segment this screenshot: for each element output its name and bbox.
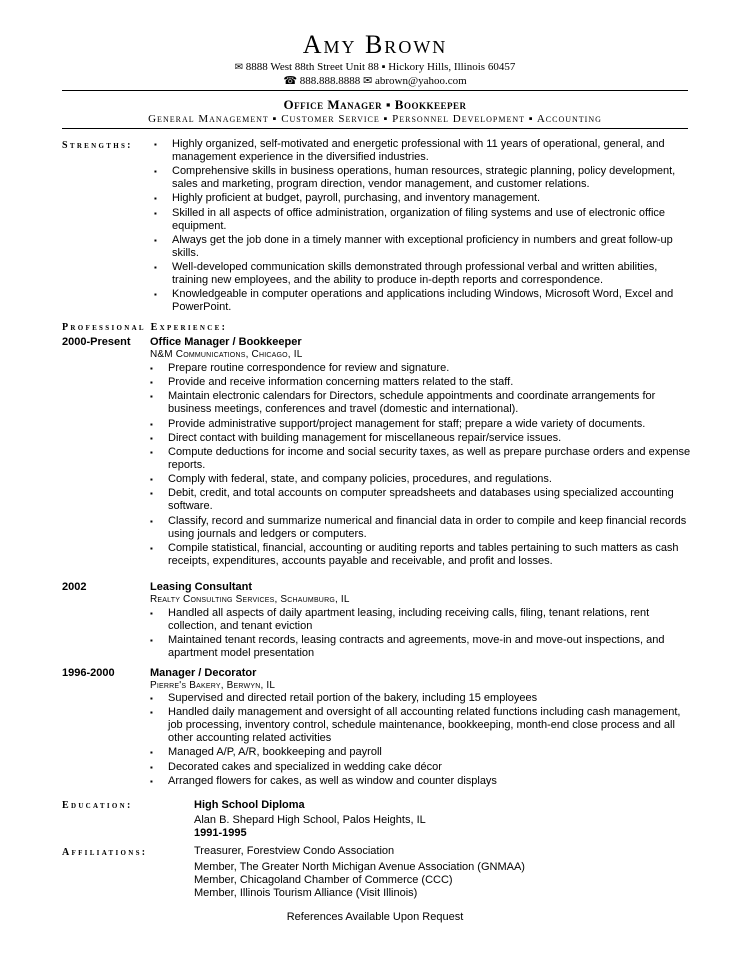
bullet-text: Compute deductions for income and social security taxes, as well as prepare purchase orders and expense reports. xyxy=(168,445,691,471)
bullet-item xyxy=(150,542,692,568)
bullet-text: Skilled in all aspects of office administration, organization of filing systems and use of electronic office equipment. xyxy=(172,206,666,232)
affiliation-item: Treasurer, Forestview Condo Association xyxy=(194,845,395,857)
bullet-item xyxy=(150,446,692,472)
bullet-icon: ▪ xyxy=(154,167,157,177)
bullet-item xyxy=(150,706,692,745)
bullet-item xyxy=(150,418,692,431)
bullet-text: Decorated cakes and specialized in wedding cake décor xyxy=(168,760,442,773)
bullet-item xyxy=(150,376,692,389)
address-text: 8888 West 88th Street Unit 88 ▪ Hickory Hills, Illinois 60457 xyxy=(245,61,516,73)
header-divider-bottom xyxy=(62,128,688,129)
job-duties-list xyxy=(150,607,692,661)
header-divider-top xyxy=(62,90,688,91)
bullet-item xyxy=(154,165,692,191)
phone-icon: ☎ xyxy=(283,75,298,87)
email-icon: ✉ xyxy=(363,75,373,87)
bullet-item xyxy=(150,487,692,513)
school: Alan B. Shepard High School, Palos Heights, IL xyxy=(194,814,426,826)
job-dates: 2002 xyxy=(62,581,87,593)
job-company: Pierre's Bakery, Berwyn, IL xyxy=(150,680,276,691)
bullet-item xyxy=(150,607,692,633)
bullet-item xyxy=(150,432,692,445)
affiliations-label: Affiliations: xyxy=(62,847,148,858)
experience-label: Professional Experience: xyxy=(62,322,228,333)
job-title: Office Manager / Bookkeeper xyxy=(150,336,302,348)
job-company: Realty Consulting Services, Schaumburg, IL xyxy=(150,594,350,605)
degree: High School Diploma xyxy=(194,799,305,811)
bullet-icon: ▪ xyxy=(150,748,153,758)
phone-email-line xyxy=(0,74,750,87)
email-text[interactable]: abrown@yahoo.com xyxy=(374,75,467,87)
bullet-item xyxy=(154,234,692,260)
job-title: Leasing Consultant xyxy=(150,581,253,593)
bullet-icon: ▪ xyxy=(150,433,153,443)
bullet-text: Compile statistical, financial, accounting or auditing reports and tables pertaining to such matters as cash receipts, expenditures, accounts payable and receivable, and profit and losses. xyxy=(168,541,679,567)
job-duties-list xyxy=(150,692,692,789)
job-dates: 1996-2000 xyxy=(62,667,115,679)
envelope-icon: ✉ xyxy=(234,62,244,73)
bullet-text: Maintain electronic calendars for Directors, schedule appointments and coordinate arrangements for business meetings, conferences and travel (domestic and international). xyxy=(168,390,656,416)
bullet-icon: ▪ xyxy=(150,762,153,772)
bullet-item xyxy=(150,473,692,486)
job-title: Manager / Decorator xyxy=(150,667,257,679)
bullet-text: Provide and receive information concerning matters related to the staff. xyxy=(168,376,514,389)
education-label: Education: xyxy=(62,800,133,811)
strengths-list xyxy=(154,138,692,315)
bullet-text: Classify, record and summarize numerical and financial data in order to compile and keep financial records using journals and ledgers or computers. xyxy=(168,514,687,540)
bullet-text: Comprehensive skills in business operations, human resources, strategic planning, policy development, sales and marketing, program direction, vendor management, and customer relations. xyxy=(172,165,676,191)
bullet-icon: ▪ xyxy=(150,776,153,786)
bullet-text: Highly proficient at budget, payroll, purchasing, and inventory management. xyxy=(172,192,541,205)
bullet-icon: ▪ xyxy=(150,419,153,429)
bullet-icon: ▪ xyxy=(150,489,153,499)
bullet-icon: ▪ xyxy=(150,636,153,646)
job-company: N&M Communications, Chicago, IL xyxy=(150,349,303,360)
job-duties-list xyxy=(150,362,692,569)
education-years: 1991-1995 xyxy=(194,827,247,839)
strengths-label: Strengths: xyxy=(62,140,133,151)
bullet-item xyxy=(154,138,692,164)
address-line xyxy=(0,61,750,73)
bullet-icon: ▪ xyxy=(150,392,153,402)
bullet-icon: ▪ xyxy=(154,290,157,300)
bullet-item xyxy=(154,261,692,287)
bullet-text: Debit, credit, and total accounts on computer spreadsheets and databases using specialized accounting software. xyxy=(168,487,674,513)
bullet-item xyxy=(150,515,692,541)
bullet-text: Handled daily management and oversight of all accounting related functions including cash management, job processing, inventory control, schedule maintenance, bookkeeping, month-end close process and all other accounting related activities xyxy=(168,706,681,745)
bullet-item xyxy=(154,288,692,314)
bullet-text: Provide administrative support/project management for staff; prepare a wide variety of documents. xyxy=(168,417,646,430)
bullet-text: Prepare routine correspondence for review and signature. xyxy=(168,362,450,374)
bullet-icon: ▪ xyxy=(154,208,157,218)
bullet-item xyxy=(150,390,692,416)
bullet-text: Handled all aspects of daily apartment leasing, including receiving calls, filing, tenant relations, rent collection, and tenant eviction xyxy=(168,607,650,632)
job-title-heading: Office Manager ▪ Bookkeeper xyxy=(283,97,467,112)
bullet-icon: ▪ xyxy=(154,262,157,272)
bullet-text: Comply with federal, state, and company policies, procedures, and regulations. xyxy=(168,473,552,486)
affiliation-item: Member, Illinois Tourism Alliance (Visit Illinois) xyxy=(194,887,418,899)
bullet-icon: ▪ xyxy=(150,475,153,485)
bullet-text: Highly organized, self-motivated and energetic professional with 11 years of operational, general, and management experience in the diversified industries. xyxy=(172,138,665,163)
bullet-icon: ▪ xyxy=(154,194,157,204)
bullet-icon: ▪ xyxy=(154,235,157,245)
bullet-item xyxy=(150,775,692,788)
bullet-icon: ▪ xyxy=(150,447,153,457)
bullet-icon: ▪ xyxy=(150,543,153,553)
bullet-icon: ▪ xyxy=(150,378,153,388)
bullet-icon: ▪ xyxy=(154,140,157,149)
job-dates: 2000-Present xyxy=(62,336,131,348)
bullet-text: Maintained tenant records, leasing contracts and agreements, move-in and move-out inspections, and apartment model presentation xyxy=(168,634,665,660)
focus-areas: General Management ▪ Customer Service ▪ Personnel Development ▪ Accounting xyxy=(148,113,602,125)
bullet-item xyxy=(150,692,692,705)
affiliation-item: Member, The Greater North Michigan Avenue Association (GNMAA) xyxy=(194,861,525,873)
bullet-text: Direct contact with building management for miscellaneous repair/service issues. xyxy=(168,431,562,444)
bullet-text: Supervised and directed retail portion of the bakery, including 15 employees xyxy=(168,692,538,704)
bullet-icon: ▪ xyxy=(150,516,153,526)
affiliation-item: Member, Chicagoland Chamber of Commerce (CCC) xyxy=(194,874,453,886)
bullet-text: Arranged flowers for cakes, as well as window and counter displays xyxy=(168,774,497,787)
bullet-text: Managed A/P, A/R, bookkeeping and payroll xyxy=(168,746,382,759)
bullet-text: Well-developed communication skills demonstrated through professional verbal and written abilities, training new employees, and the ability to produce in-depth reports and correspondence. xyxy=(172,260,658,286)
bullet-item xyxy=(154,207,692,233)
bullet-item xyxy=(150,746,692,759)
bullet-text: Always get the job done in a timely manner with exceptional proficiency in numbers and great follow-up skills. xyxy=(172,233,673,259)
bullet-icon: ▪ xyxy=(150,609,153,618)
resume-name: Amy Brown xyxy=(302,30,448,59)
bullet-text: Knowledgeable in computer operations and applications including Windows, Microsoft Word, Excel and PowerPoint. xyxy=(172,288,674,314)
bullet-item xyxy=(150,362,692,375)
bullet-icon: ▪ xyxy=(150,364,153,373)
phone-text: 888.888.8888 xyxy=(299,75,361,87)
bullet-item xyxy=(150,634,692,660)
bullet-item xyxy=(150,761,692,774)
bullet-item xyxy=(154,192,692,205)
bullet-icon: ▪ xyxy=(150,708,153,718)
references-note: References Available Upon Request xyxy=(286,911,464,923)
bullet-icon: ▪ xyxy=(150,694,153,703)
